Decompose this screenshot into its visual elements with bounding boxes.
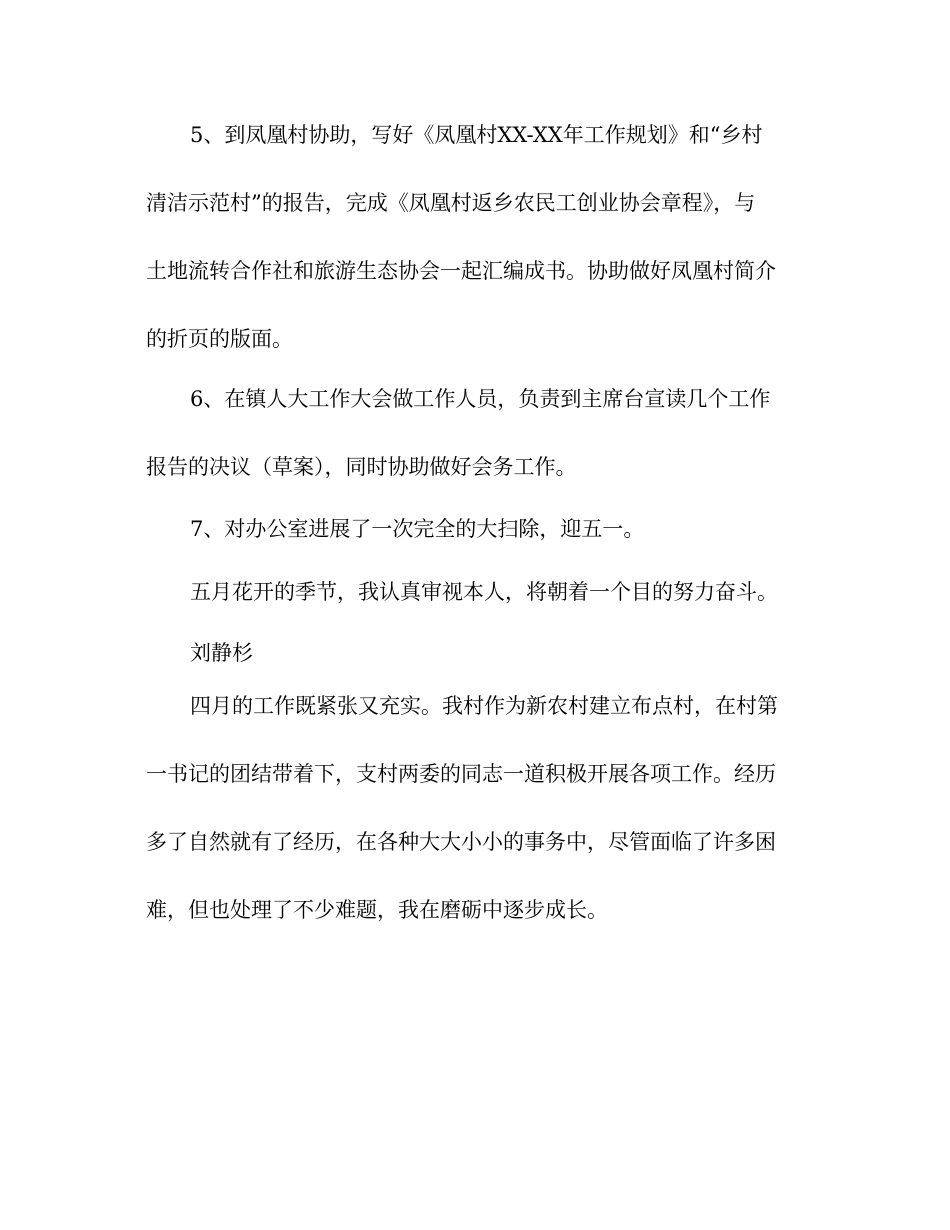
paragraph-may [146,570,806,614]
text-line: 5、到凤凰村协助，写好《凤凰村XX-XX年工作规划》和“乡村 [190,123,763,147]
paragraph-april [146,672,806,944]
document-body [146,123,806,944]
text-line: 清洁示范村”的报告，完成《凤凰村返乡农民工创业协会章程》，与 [146,191,756,215]
author-name [146,631,806,675]
text-line: 的折页的版面。 [146,327,293,351]
paragraph-item-7 [146,507,806,551]
text-line: 6、在镇人大工作大会做工作人员，负责到主席台宣读几个工作 [190,387,771,411]
paragraph-item-6 [146,365,806,501]
text-line: 四月的工作既紧张又充实。我村作为新农村建立布点村，在村第 [190,694,778,718]
text-line: 多了自然就有了经历，在各种大大小小的事务中，尽管面临了许多困 [146,830,776,854]
text-line: 难，但也处理了不少难题，我在磨砺中逐步成长。 [146,898,608,922]
text-line: 报告的决议（草案），同时协助做好会务工作。 [146,455,577,479]
text-line: 五月花开的季节，我认真审视本人，将朝着一个目的努力奋斗。 [190,580,778,604]
text-line: 土地流转合作社和旅游生态协会一起汇编成书。协助做好凤凰村简介 [146,259,776,283]
paragraph-item-5 [146,101,806,373]
text-line: 刘静杉 [190,641,253,665]
text-line: 7、对办公室进展了一次完全的大扫除，迎五一。 [190,517,645,541]
text-line: 一书记的团结带着下，支村两委的同志一道积极开展各项工作。经历 [146,762,776,786]
